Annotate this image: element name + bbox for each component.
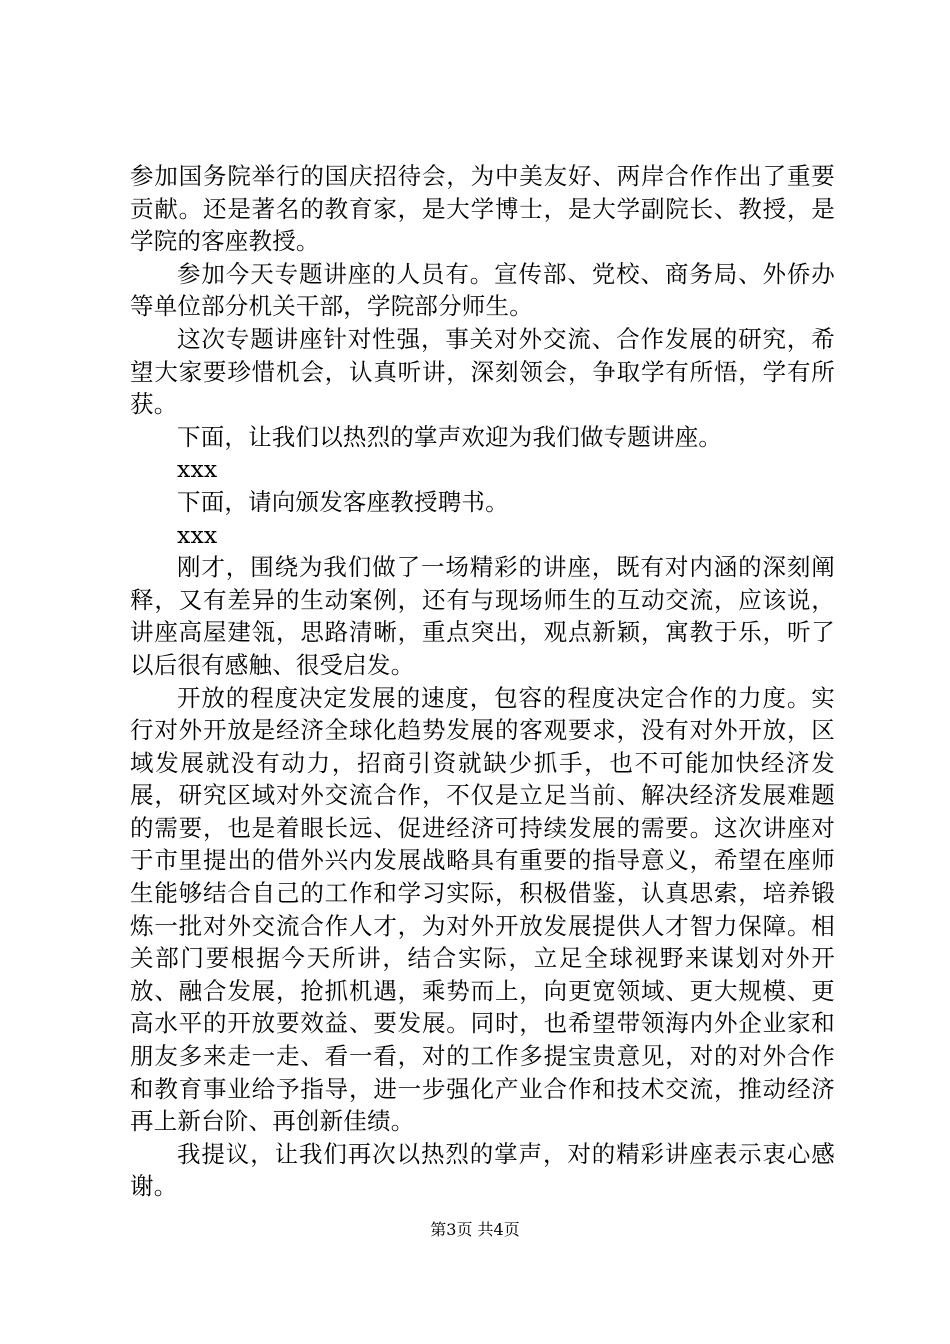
paragraph: 参加国务院举行的国庆招待会，为中美友好、两岸合作作出了重要贡献。还是著名的教育家，是大学博士，是大学副院长、教授，是学院的客座教授。 xyxy=(130,162,835,256)
paragraph: 我提议，让我们再次以热烈的掌声，对的精彩讲座表示衷心感谢。 xyxy=(130,1139,835,1201)
speaker-placeholder: xxx xyxy=(177,520,218,549)
page-number: 第3页 共4页 xyxy=(430,1220,520,1239)
page-footer xyxy=(0,1219,950,1241)
speaker-placeholder: xxx xyxy=(177,455,218,484)
document-body xyxy=(130,160,835,1203)
paragraph: 参加今天专题讲座的人员有。宣传部、党校、商务局、外侨办等单位部分机关干部，学院部分师生。 xyxy=(130,259,835,321)
paragraph: 下面，让我们以热烈的掌声欢迎为我们做专题讲座。 xyxy=(177,422,723,451)
paragraph: 下面，请向颁发客座教授聘书。 xyxy=(177,487,509,516)
paragraph: 刚才，围绕为我们做了一场精彩的讲座，既有对内涵的深刻阐释，又有差异的生动案例，还有与现场师生的互动交流，应该说，讲座高屋建瓴，思路清晰，重点突出，观点新颖，寓教于乐，听了以后很有感触、很受启发。 xyxy=(130,553,835,679)
paragraph: 这次专题讲座针对性强，事关对外交流、合作发展的研究，希望大家要珍惜机会，认真听讲，深刻领会，争取学有所悟，学有所获。 xyxy=(130,324,835,419)
paragraph: 开放的程度决定发展的速度，包容的程度决定合作的力度。实行对外开放是经济全球化趋势发展的客观要求，没有对外开放，区域发展就没有动力，招商引资就缺少抓手，也不可能加快经济发展，研究区域对外交流合作，不仅是立足当前、解决经济发展难题的需要，也是着眼长远、促进经济可持续发展的需要。这次讲座对于市里提出的借外兴内发展战略具有重要的指导意义，希望在座师生能够结合自己的工作和学习实际，积极借鉴，认真思索，培养锻炼一批对外交流合作人才，为对外开放发展提供人才智力保障。相关部门要根据今天所讲，结合实际，立足全球视野来谋划对外开放、融合发展，抢抓机遇，乘势而上，向更宽领域、更大规模、更高水平的开放要效益、要发展。同时，也希望带领海内外企业家和朋友多来走一走、看一看，对的工作多提宝贵意见，对的对外合作和教育事业给予指导，进一步强化产业合作和技术交流，推动经济再上新台阶、再创新佳绩。 xyxy=(130,683,835,1136)
